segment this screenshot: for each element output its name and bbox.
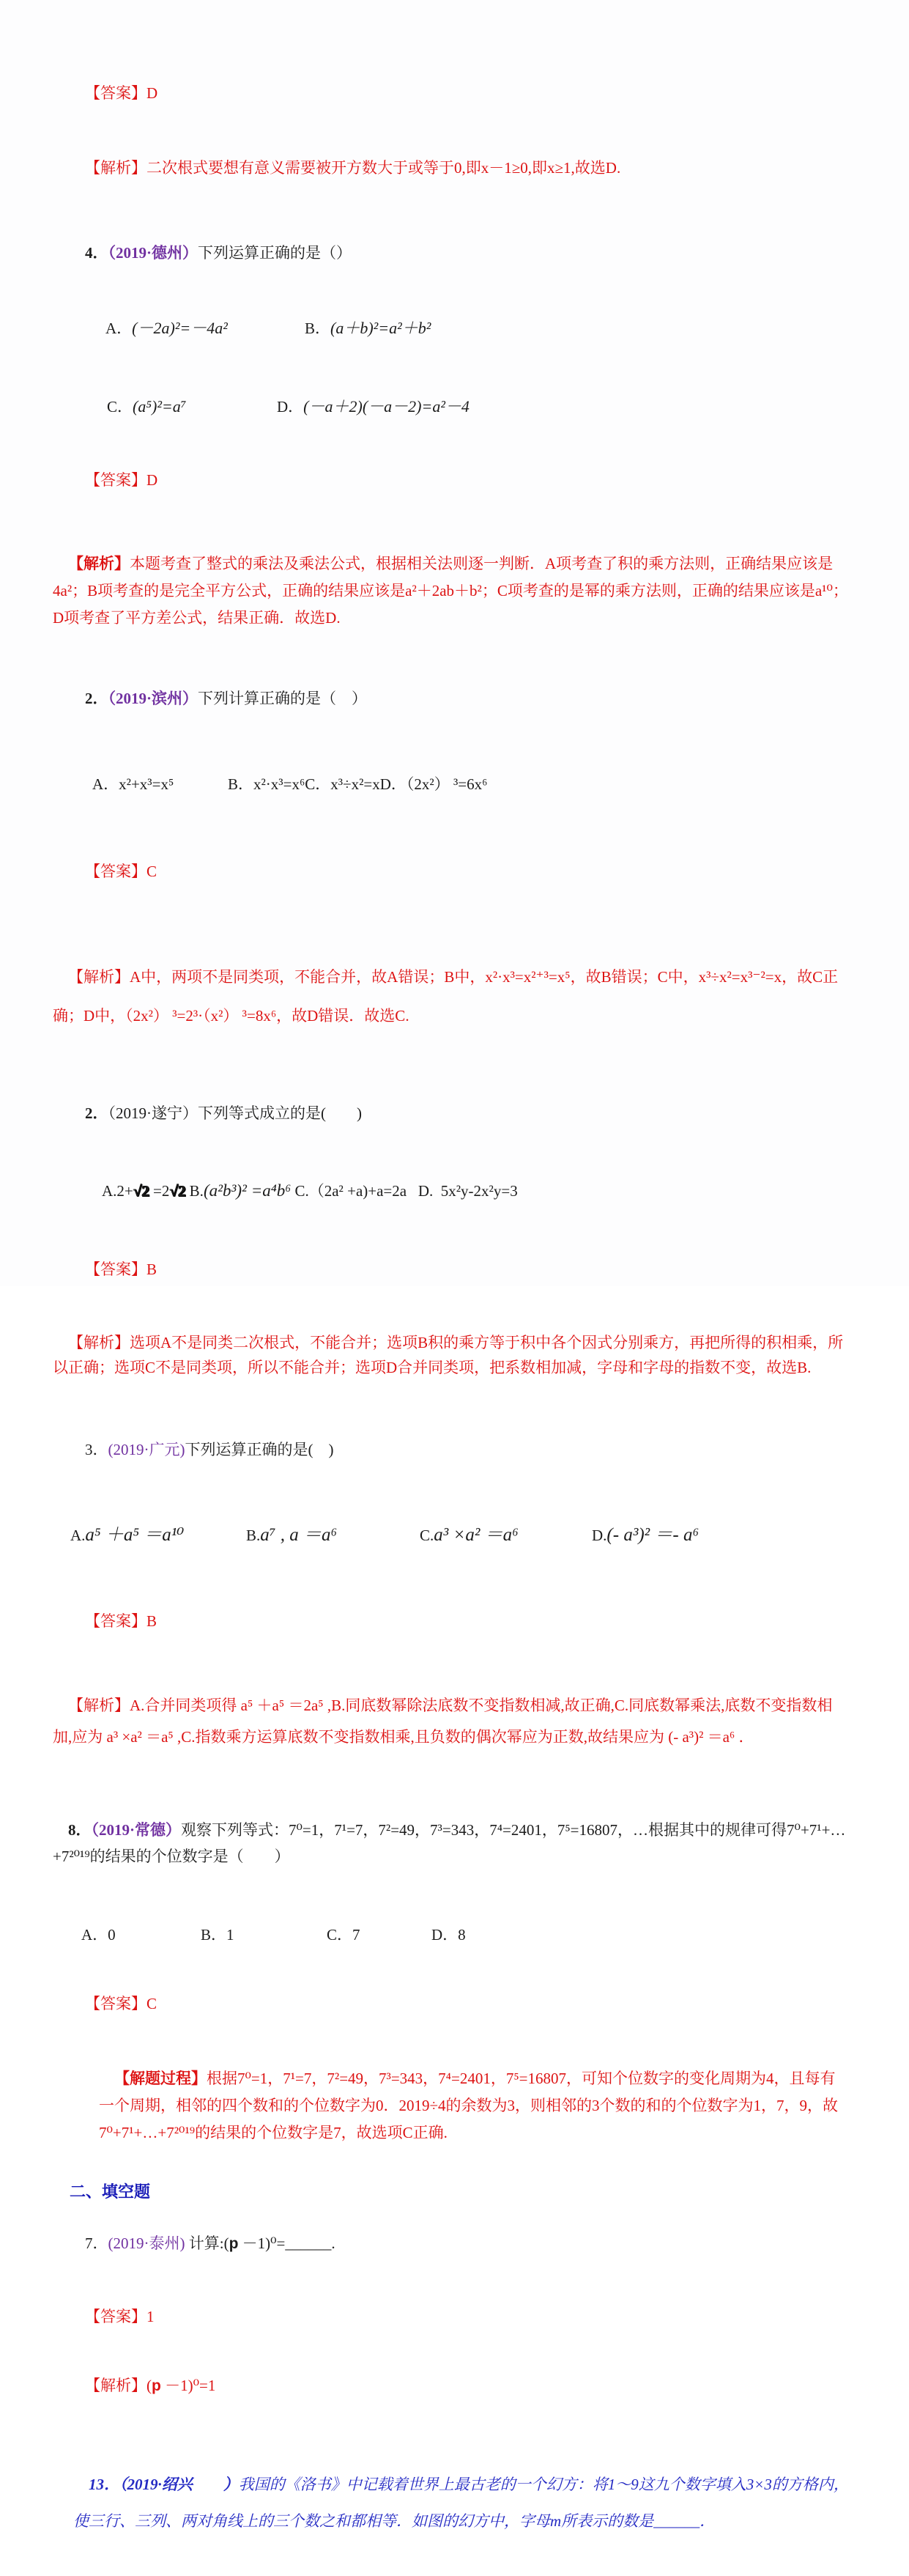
q3-option-c: C.a³ ×a² ＝a⁶ bbox=[420, 1525, 519, 1545]
q2-suining-source: （2019·遂宁） bbox=[108, 1104, 198, 1122]
solution-text: 根据7⁰=1，7¹=7，7²=49，7³=343，7⁴=2401，7⁵=16807，可知个位数字的变化周期为4，且每有一个周期，相邻的四个数和的个位数字为0．2019÷4的余数为3，则相邻的3个数的和的个位数字为1，7，9，故7⁰+7¹+…+7²⁰¹⁹的结果的个位数字是7，故选项C正确. bbox=[99, 2070, 839, 2141]
q7-source: (2019·泰州) bbox=[108, 2234, 185, 2252]
q8-option-b: B．1 bbox=[201, 1926, 234, 1944]
q4-options-row1 bbox=[53, 291, 850, 366]
q7-stem bbox=[53, 2210, 850, 2277]
q3-answer-line bbox=[53, 1588, 850, 1654]
q2-suining-option-b: B.(a²b³)² =a⁴b⁶ bbox=[185, 1181, 292, 1200]
q4-option-c: C．(a⁵)²=a⁷ bbox=[107, 397, 187, 416]
q8-option-c: C．7 bbox=[327, 1926, 360, 1944]
answer-value: D bbox=[146, 471, 158, 489]
q3-stem-text: 下列运算正确的是( ) bbox=[185, 1441, 334, 1458]
q4-stem-text: 下列运算正确的是（） bbox=[198, 244, 352, 262]
analysis-label: 【解析】 bbox=[85, 2377, 146, 2394]
q4-option-d: D．(－a＋2)(－a－2)=a²－4 bbox=[277, 397, 470, 416]
q3-option-b: B.a⁷ , a ＝a⁶ bbox=[246, 1525, 338, 1545]
q8-solution bbox=[53, 2038, 850, 2174]
q2-binzhou-stem bbox=[53, 665, 850, 731]
q8-stem-text: 观察下列等式：7⁰=1，7¹=7，7²=49，7³=343，7⁴=2401，7⁵=16807，…根据其中的规律可得7⁰+7¹+…+7²⁰¹⁹的结果的个位数字是（ ） bbox=[53, 1821, 846, 1865]
q13-source: （2019·绍兴 ） bbox=[119, 2476, 239, 2493]
q4-number: 4． bbox=[85, 244, 108, 262]
analysis-text: A中，两项不是同类项，不能合并，故A错误；B中，x²·x³=x²⁺³=x⁵，故B错误；C中，x³÷x²=x³⁻²=x，故C正确；D中，（2x²） ³=2³·（x²） ³=8x⁶，故D错误．故选C. bbox=[53, 968, 839, 1025]
answer-value: D bbox=[146, 84, 158, 102]
sqrt-blob: √2 bbox=[169, 1182, 186, 1200]
q3-source: (2019·广元) bbox=[108, 1441, 185, 1458]
q13-stem-text: 我国的《洛书》中记载着世界上最古老的一个幻方：将1～9这九个数字填入3×3的方格内，使三行、三列、两对角线上的三个数之和都相等．如图的幻方中，字母m所表示的数是______． bbox=[73, 2476, 849, 2530]
prev-analysis-line bbox=[53, 135, 850, 201]
q13-stem bbox=[53, 2429, 850, 2576]
q2-suining-option-a: A.2+√2 =2√2 bbox=[102, 1182, 186, 1200]
q8-option-a: A．0 bbox=[81, 1926, 116, 1944]
q3-analysis bbox=[53, 1658, 850, 1785]
q7-answer-line bbox=[53, 2284, 850, 2350]
answer-value: C bbox=[146, 863, 157, 880]
answer-label: 【答案】 bbox=[85, 1995, 146, 2012]
q2-binzhou-option-b: B．x²·x³=x⁶ bbox=[228, 775, 305, 793]
q7-number: 7． bbox=[85, 2234, 108, 2252]
answer-label: 【答案】 bbox=[85, 84, 146, 102]
analysis-text: 选项A不是同类二次根式，不能合并；选项B积的乘方等于积中各个因式分别乘方，再把所得的积相乘，所以正确；选项C不是同类项，所以不能合并；选项D合并同类项，把系数相加减，字母和字母的指数不变，故选B. bbox=[53, 1334, 844, 1376]
q3-option-d: D.(- a³)² ＝- a⁶ bbox=[592, 1525, 700, 1545]
q13-number: 13． bbox=[89, 2476, 119, 2493]
q2-binzhou-options bbox=[53, 749, 850, 819]
analysis-label: 【解析】 bbox=[85, 159, 146, 177]
q4-option-a: A．(－2a)²=－4a² bbox=[105, 319, 228, 337]
q2-suining-stem-text: 下列等式成立的是( ) bbox=[198, 1104, 362, 1122]
analysis-label: 【解析】 bbox=[68, 1334, 130, 1351]
q8-answer-line bbox=[53, 1971, 850, 2037]
answer-label: 【答案】 bbox=[85, 2308, 146, 2325]
q2-suining-stem bbox=[53, 1080, 850, 1146]
analysis-text: A.合并同类项得 a⁵ ＋a⁵ ＝2a⁵ ,B.同底数幂除法底数不变指数相减,故正确,C.同底数幂乘法,底数不变指数相加,应为 a³ ×a² ＝a⁵ ,C.指数乘方运算底数不变指数相乘,且负数的偶次幂应为正数,故结果应为 (- a³)² ＝a⁶ ． bbox=[53, 1697, 833, 1746]
q7-variable-p: p bbox=[229, 2235, 239, 2252]
q2-suining-options bbox=[53, 1149, 850, 1233]
q3-options bbox=[53, 1487, 850, 1584]
q8-stem bbox=[53, 1790, 850, 1896]
answer-value: C bbox=[146, 1995, 157, 2012]
analysis-label: 【解析】 bbox=[68, 968, 130, 986]
q2-binzhou-analysis bbox=[53, 919, 850, 1074]
q4-options-row2 bbox=[53, 369, 850, 444]
q3-option-a: A.a⁵ ＋a⁵ ＝a¹⁰ bbox=[70, 1525, 185, 1545]
section-heading-fill-in: 二、填空题 bbox=[70, 2182, 151, 2201]
answer-label: 【答案】 bbox=[85, 471, 146, 489]
q2-binzhou-stem-text: 下列计算正确的是（ ） bbox=[198, 690, 368, 707]
analysis-label: 【解析】 bbox=[68, 555, 130, 572]
answer-value: B bbox=[146, 1612, 157, 1630]
q8-number: 8． bbox=[68, 1821, 92, 1839]
q4-stem bbox=[53, 220, 850, 286]
q2-suining-option-c: C.（2a² +a)+a=2a bbox=[291, 1182, 407, 1200]
analysis-text: ( bbox=[146, 2377, 152, 2394]
q3-number: 3． bbox=[85, 1441, 108, 1458]
q7-stem-text: 计算:( bbox=[185, 2234, 229, 2252]
q2-suining-option-d: D. 5x²y-2x²y=3 bbox=[407, 1182, 518, 1200]
q7-analysis-variable-p: p bbox=[152, 2377, 161, 2394]
answer-label: 【答案】 bbox=[85, 1612, 146, 1630]
answer-value: B bbox=[146, 1261, 157, 1278]
q3-stem bbox=[53, 1417, 850, 1483]
answer-label: 【答案】 bbox=[85, 863, 146, 880]
analysis-text: 二次根式要想有意义需要被开方数大于或等于0,即x－1≥0,即x≥1,故选D. bbox=[146, 159, 621, 177]
analysis-text: 本题考查了整式的乘法及乘法公式，根据相关法则逐一判断．A项考查了积的乘方法则，正确结果应该是4a²；B项考查的是完全平方公式，正确的结果应该是a²＋2ab＋b²；C项考查的是幂的乘方法则，正确的结果应该是a¹⁰；D项考查了平方差公式，结果正确．故选D. bbox=[53, 555, 848, 627]
prev-answer-line bbox=[53, 60, 850, 126]
q8-options bbox=[53, 1902, 850, 1968]
q4-source: （2019·德州） bbox=[108, 244, 199, 262]
q7-analysis-line bbox=[53, 2352, 850, 2419]
answer-label: 【答案】 bbox=[85, 1261, 146, 1278]
answer-value: 1 bbox=[146, 2308, 155, 2325]
sqrt-blob: √2 bbox=[133, 1182, 149, 1200]
q2-binzhou-answer-line bbox=[53, 838, 850, 904]
q2-suining-number: 2． bbox=[85, 1104, 108, 1122]
q4-analysis bbox=[53, 523, 850, 659]
q4-option-b: B．(a＋b)²=a²＋b² bbox=[305, 319, 431, 337]
q8-source: （2019·常德） bbox=[91, 1821, 182, 1839]
solution-label: 【解题过程】 bbox=[114, 2070, 207, 2087]
q8-option-d: D．8 bbox=[431, 1926, 466, 1944]
analysis-text-post: －1)⁰=1 bbox=[160, 2377, 216, 2394]
q2-suining-answer-line bbox=[53, 1236, 850, 1302]
q2-binzhou-option-d: D．（2x²） ³=6x⁶ bbox=[379, 775, 488, 793]
q2-binzhou-source: （2019·滨州） bbox=[108, 690, 199, 707]
q4-answer-line bbox=[53, 447, 850, 513]
q2-binzhou-option-a: A．x²+x³=x⁵ bbox=[92, 775, 174, 793]
q2-binzhou-option-c: C．x³÷x²=x bbox=[305, 775, 380, 793]
q2-suining-analysis bbox=[53, 1305, 850, 1405]
analysis-label: 【解析】 bbox=[68, 1697, 130, 1714]
q2-binzhou-number: 2． bbox=[85, 690, 108, 707]
q7-stem-text-post: －1)⁰=______. bbox=[238, 2234, 335, 2252]
